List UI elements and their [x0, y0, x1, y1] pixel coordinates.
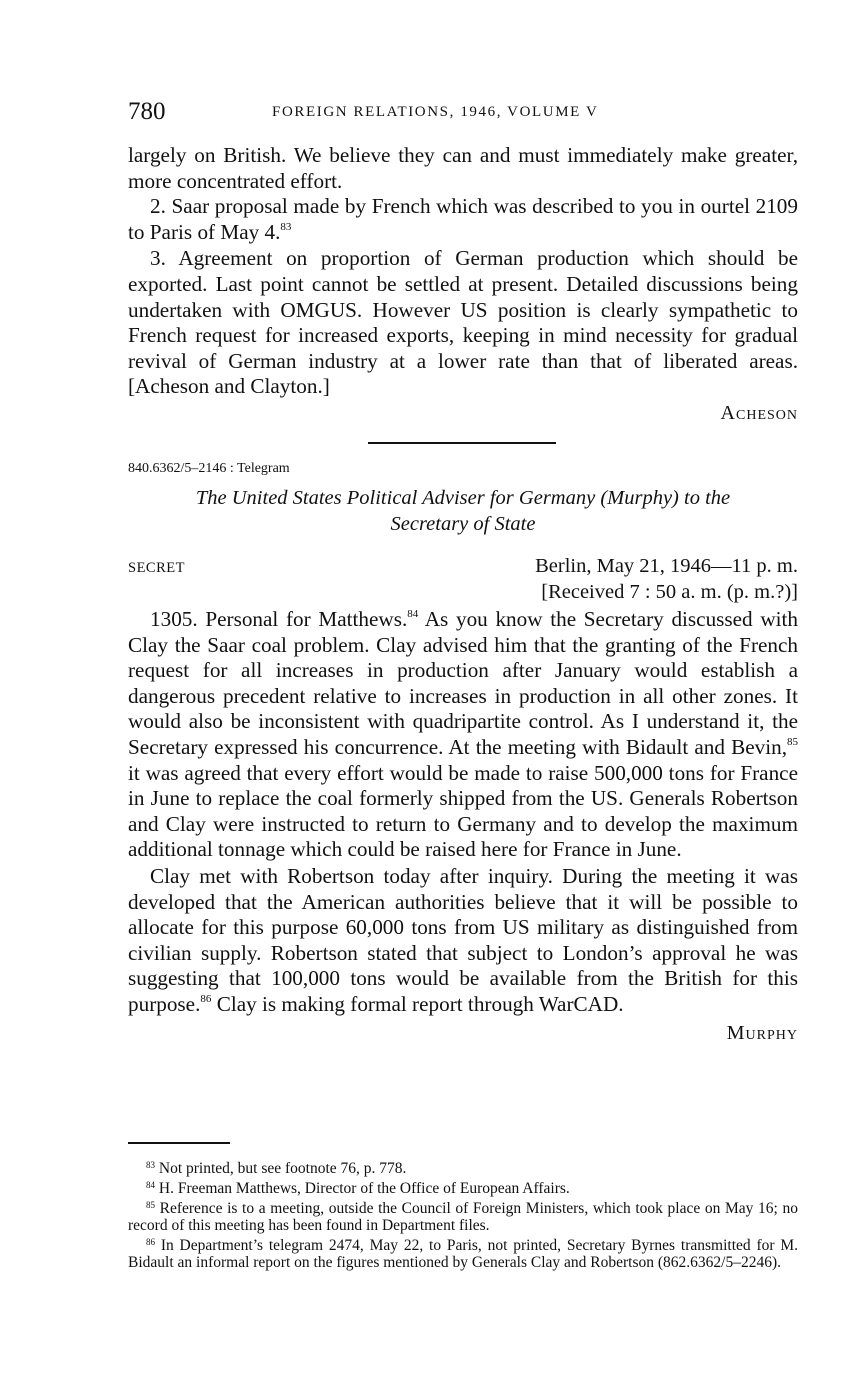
footnote-text: Reference is to a meeting, outside the Council of Foreign Ministers, which took place on May 16; no record of this meeting has been found in Department files.	[128, 1200, 799, 1234]
footnote	[128, 1234, 798, 1271]
section-divider	[368, 442, 556, 444]
dateline-sent: Berlin, May 21, 1946—11 p. m.	[535, 555, 798, 577]
footnote-text: Not printed, but see footnote 76, p. 778.	[158, 1160, 407, 1177]
paragraph	[128, 607, 798, 863]
signature: Acheson	[720, 401, 798, 424]
classification-label: SECRET	[128, 560, 185, 576]
paragraph-text: 2. Saar proposal made by French which was described to you in ourtel 2109 to Paris of May 4.	[128, 194, 798, 244]
footnote	[128, 1197, 798, 1234]
running-title: FOREIGN RELATIONS, 1946, VOLUME V	[272, 104, 599, 120]
footnote-text: In Department’s telegram 2474, May 22, to Paris, not printed, Secretary Byrnes transmitted for M. Bidault an informal report on the figures mentioned by Generals Clay and Robertson (862.6362/5–2246).	[128, 1237, 798, 1271]
footnote	[128, 1157, 798, 1177]
paragraph-text: As you know the Secretary discussed with Clay the Saar coal problem. Clay advised him that the granting of the French request for all increases in production after January would establish a dangerous precedent relative to increases in production in all other zones. It would also be inconsistent with quadripartite control. As I understand it, the Secretary expressed his concurrence. At the meeting with Bidault and Bevin,	[128, 607, 799, 759]
paragraph-text: 1305. Personal for Matthews.	[150, 607, 408, 631]
footnote-ref: 85	[787, 735, 798, 748]
signature: Murphy	[726, 1021, 798, 1044]
paragraph-text: Clay met with Robertson today after inquiry. During the meeting it was developed that the American authorities believe that it will be possible to allocate for this purpose 60,000 tons from US military as distinguished from civilian supply. Robertson stated that subject to London’s approval he was suggesting that 100,000 tons would be available from the British for this purpose.	[128, 863, 798, 1016]
footnote-text: H. Freeman Matthews, Director of the Office of European Affairs.	[158, 1180, 570, 1197]
paragraph-text: Clay is making formal report through WarCAD.	[211, 991, 624, 1016]
paragraph	[128, 194, 798, 245]
dateline-received: [Received 7 : 50 a. m. (p. m.?)]	[541, 581, 798, 603]
footnote-ref: 86	[200, 992, 212, 1005]
paragraph: largely on British. We believe they can and must immediately make greater, more concentrated effort.	[128, 143, 798, 193]
paragraph	[128, 864, 798, 1018]
paragraph: 3. Agreement on proportion of German production which should be exported. Last point cannot be settled at present. Detailed discussions being undertaken with OMGUS. However US position is clearly sympathetic to French request for increased exports, keeping in mind necessity for gradual revival of German industry at a lower rate than that of liberated areas. [Acheson and Clayton.]	[128, 246, 798, 399]
file-identifier: 840.6362/5–2146 : Telegram	[128, 461, 290, 476]
footnote	[128, 1177, 798, 1197]
previous-document-tail	[128, 143, 798, 425]
footnote-divider	[128, 1142, 230, 1144]
document-body	[128, 607, 798, 1045]
dateline	[398, 553, 798, 605]
footnote-number: 84	[146, 1180, 155, 1190]
footnote-ref: 83	[280, 220, 292, 233]
footnotes	[128, 1157, 798, 1271]
title-line: Secretary of State	[390, 513, 536, 535]
footnote-number: 86	[146, 1237, 155, 1247]
page-header	[128, 98, 798, 128]
document-title	[128, 485, 798, 537]
footnote-number: 85	[146, 1200, 155, 1210]
paragraph-text: it was agreed that every effort would be made to raise 500,000 tons for France in June to replace the coal formerly shipped from the US. Generals Robertson and Clay were instructed to return to Germany and to develop the maximum additional tonnage which could be raised here for France in June.	[128, 760, 798, 862]
footnote-ref: 84	[407, 608, 419, 620]
title-line: The United States Political Adviser for Germany (Murphy) to the	[195, 487, 731, 509]
footnote-number: 83	[146, 1160, 155, 1170]
page-number: 780	[128, 98, 166, 125]
